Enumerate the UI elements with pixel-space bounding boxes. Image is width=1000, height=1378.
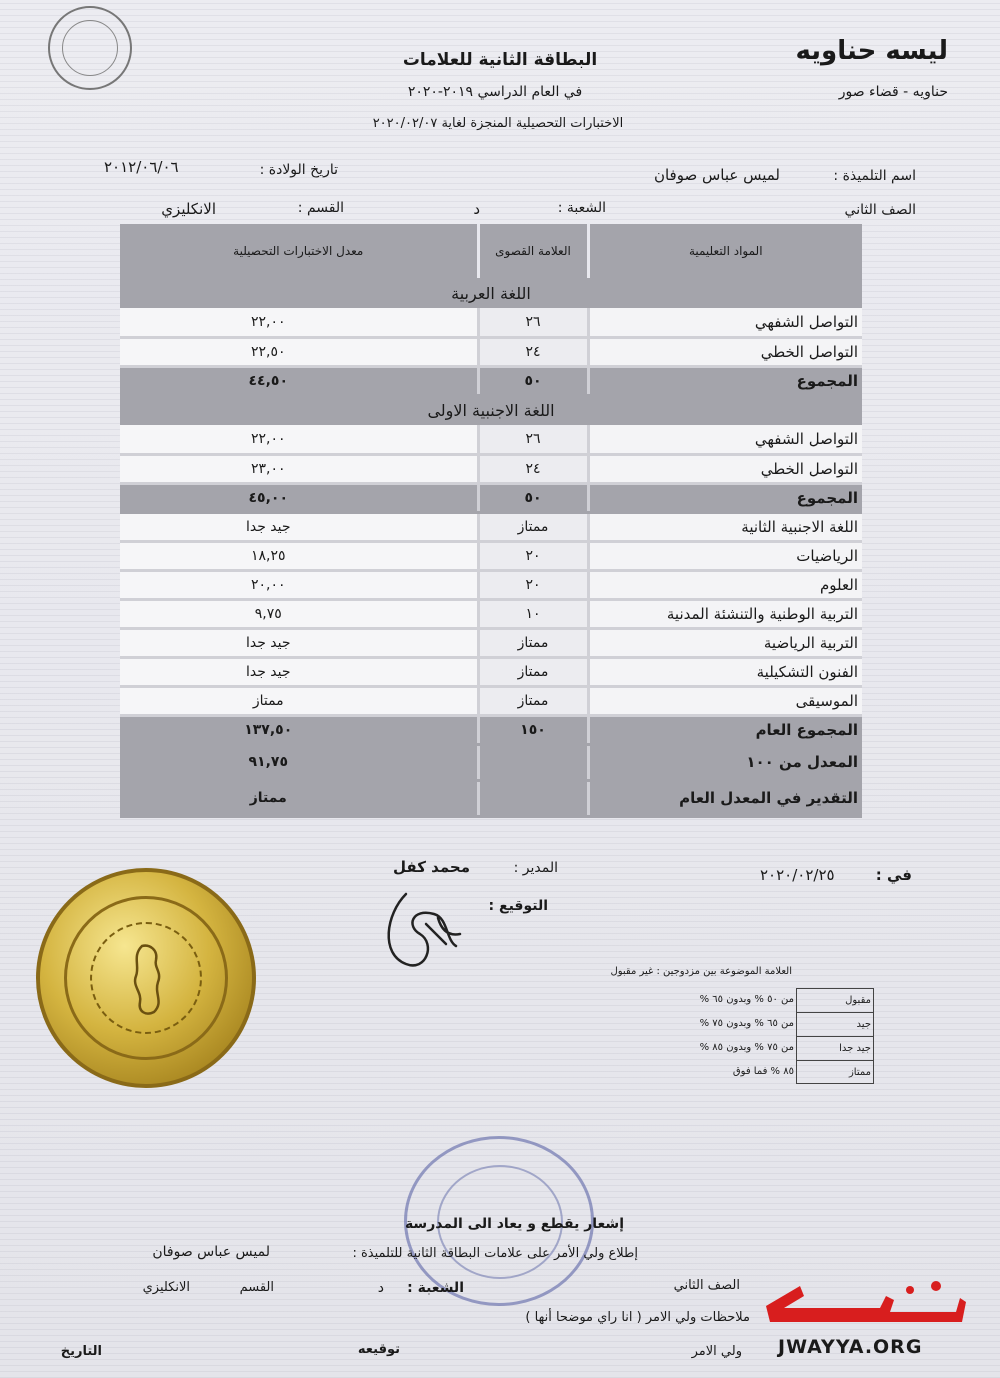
school-location: حناويه - قضاء صور (838, 84, 948, 100)
subject-cell: التواصل الشفهي (588, 308, 862, 337)
table-row (120, 599, 862, 628)
slip-signature-label: توقيعه (357, 1342, 400, 1357)
max-cell: ممتاز (478, 686, 588, 715)
grades-table-container (120, 224, 862, 848)
subject-cell: التقدير في المعدل العام (588, 780, 862, 816)
slip-section: د (377, 1280, 384, 1296)
section-label: الشعبة : (557, 200, 606, 216)
academic-year: في العام الدراسي ٢٠١٩-٢٠٢٠ (407, 84, 583, 100)
header-average: معدل الاختبارات التحصيلية (120, 224, 478, 278)
subject-cell: المجموع (588, 366, 862, 395)
subject-cell: المجموع (588, 483, 862, 512)
grand-total-row (120, 715, 862, 744)
avg-cell: ٢٢,٥٠ (120, 337, 478, 366)
max-cell: ممتاز (478, 512, 588, 541)
avg-cell: ٩١,٧٥ (120, 744, 478, 780)
max-cell: ٢٠ (478, 541, 588, 570)
subject-cell: المعدل من ١٠٠ (588, 744, 862, 780)
table-row (120, 337, 862, 366)
student-name-label: اسم التلميذة : (833, 168, 916, 184)
birth-date-label: تاريخ الولادة : (259, 162, 338, 178)
issue-date: ٢٠٢٠/٠٢/٢٥ (760, 866, 835, 884)
student-name: لميس عباس صوفان (653, 166, 780, 184)
jwayya-logo-icon (760, 1276, 966, 1330)
table-row (120, 686, 862, 715)
section-title-row (120, 395, 862, 425)
slip-date-label: التاريخ (60, 1344, 102, 1359)
max-cell: ١٥٠ (478, 715, 588, 744)
subject-cell: الفنون التشكيلية (588, 657, 862, 686)
table-row (120, 657, 862, 686)
subject-cell: اللغة الاجنبية الثانية (588, 512, 862, 541)
subject-cell: التربية الوطنية والتنشئة المدنية (588, 599, 862, 628)
section-title-row (120, 278, 862, 308)
grade-row (120, 780, 862, 816)
subject-cell: التواصل الشفهي (588, 425, 862, 454)
avg-cell: ١٣٧,٥٠ (120, 715, 478, 744)
table-row (120, 570, 862, 599)
signature-label: التوقيع : (488, 898, 548, 914)
slip-student-name: لميس عباس صوفان (152, 1244, 270, 1260)
director-label: المدير : (513, 860, 558, 876)
director-name: محمد كفل (393, 858, 470, 876)
subject-cell: العلوم (588, 570, 862, 599)
header-subject: المواد التعليمية (588, 224, 862, 278)
max-cell: ٢٦ (478, 308, 588, 337)
school-name: ليسه حناويه (795, 36, 948, 66)
legend-range: ٨٥ % فما فوق (732, 1066, 794, 1077)
max-cell: ممتاز (478, 657, 588, 686)
table-row (120, 308, 862, 337)
division-value: الانكليزي (161, 200, 216, 218)
exam-period: الاختبارات التحصيلية المنجزة لغاية ٢٠٢٠/٠٢/٠٧ (372, 116, 624, 131)
section-value: د (473, 200, 480, 218)
class-label: الصف الثاني (844, 202, 916, 218)
max-cell: ١٠ (478, 599, 588, 628)
slip-division: الانكليزي (142, 1280, 190, 1295)
max-cell: ٢٦ (478, 425, 588, 454)
slip-class: الصف الثاني (673, 1278, 740, 1293)
subject-cell: التربية الرياضية (588, 628, 862, 657)
max-cell (478, 744, 588, 780)
legend-title: العلامة الموضوعة بين مزدوجين : غير مقبول (610, 966, 792, 977)
slip-title: إشعار يقطع و يعاد الى المدرسة (404, 1216, 624, 1232)
max-cell: ٥٠ (478, 483, 588, 512)
birth-date: ٢٠١٢/٠٦/٠٦ (104, 158, 179, 176)
legend-grade: ممتاز (848, 1067, 871, 1078)
max-cell: ٢٤ (478, 454, 588, 483)
avg-cell: جيد جدا (120, 657, 478, 686)
table-row (120, 541, 862, 570)
avg-cell: ١٨,٢٥ (120, 541, 478, 570)
table-row (120, 425, 862, 454)
max-cell: ٢٠ (478, 570, 588, 599)
slip-text: إطلاع ولي الأمر على علامات البطاقة الثانية للتلميذة : (352, 1246, 638, 1261)
avg-cell: جيد جدا (120, 628, 478, 657)
avg-cell: ٢٣,٠٠ (120, 454, 478, 483)
table-row (120, 628, 862, 657)
subject-cell: الرياضيات (588, 541, 862, 570)
total-row (120, 483, 862, 512)
avg-cell: ممتاز (120, 686, 478, 715)
table-row (120, 454, 862, 483)
watermark-site: JWAYYA.ORG (778, 1336, 923, 1358)
table-header-row (120, 224, 862, 278)
header-max: العلامة القصوى (478, 224, 588, 278)
avg-cell: ٤٥,٠٠ (120, 483, 478, 512)
slip-parent-label: ولي الامر (691, 1344, 742, 1359)
avg-cell: ٢٠,٠٠ (120, 570, 478, 599)
slip-division-label: القسم (239, 1280, 274, 1295)
avg-cell: جيد جدا (120, 512, 478, 541)
max-cell: ممتاز (478, 628, 588, 657)
section-arabic-title: اللغة العربية (120, 278, 862, 308)
avg-cell: ٢٢,٠٠ (120, 425, 478, 454)
subject-cell: التواصل الخطي (588, 337, 862, 366)
legend-range: من ٧٥ % وبدون ٨٥ % (699, 1042, 794, 1053)
division-label: القسم : (297, 200, 344, 216)
grades-table (120, 224, 862, 818)
grade-legend-box (796, 988, 874, 1084)
max-cell (478, 780, 588, 816)
date-label: في : (875, 866, 912, 884)
slip-remarks: ملاحظات ولي الامر ( انا راي موضحا أنها ) (525, 1310, 750, 1325)
section-foreign-title: اللغة الاجنبية الاولى (120, 395, 862, 425)
avg-cell: ممتاز (120, 780, 478, 816)
school-logo-icon (48, 6, 132, 90)
max-cell: ٢٤ (478, 337, 588, 366)
legend-range: من ٥٠ % وبدون ٦٥ % (699, 994, 794, 1005)
legend-grade: مقبول (797, 989, 873, 1013)
average-row (120, 744, 862, 780)
table-row (120, 512, 862, 541)
document-title: البطاقة الثانية للعلامات (402, 50, 598, 70)
avg-cell: ٤٤,٥٠ (120, 366, 478, 395)
legend-grade: جيد (797, 1013, 873, 1037)
total-row (120, 366, 862, 395)
avg-cell: ٢٢,٠٠ (120, 308, 478, 337)
max-cell: ٥٠ (478, 366, 588, 395)
slip-section-label: الشعبة : (407, 1280, 464, 1296)
legend-grade: جيد جدا (797, 1037, 873, 1061)
subject-cell: المجموع العام (588, 715, 862, 744)
subject-cell: الموسيقى (588, 686, 862, 715)
avg-cell: ٩,٧٥ (120, 599, 478, 628)
legend-range: من ٦٥ % وبدون ٧٥ % (699, 1018, 794, 1029)
gold-school-seal-icon (36, 868, 256, 1088)
subject-cell: التواصل الخطي (588, 454, 862, 483)
